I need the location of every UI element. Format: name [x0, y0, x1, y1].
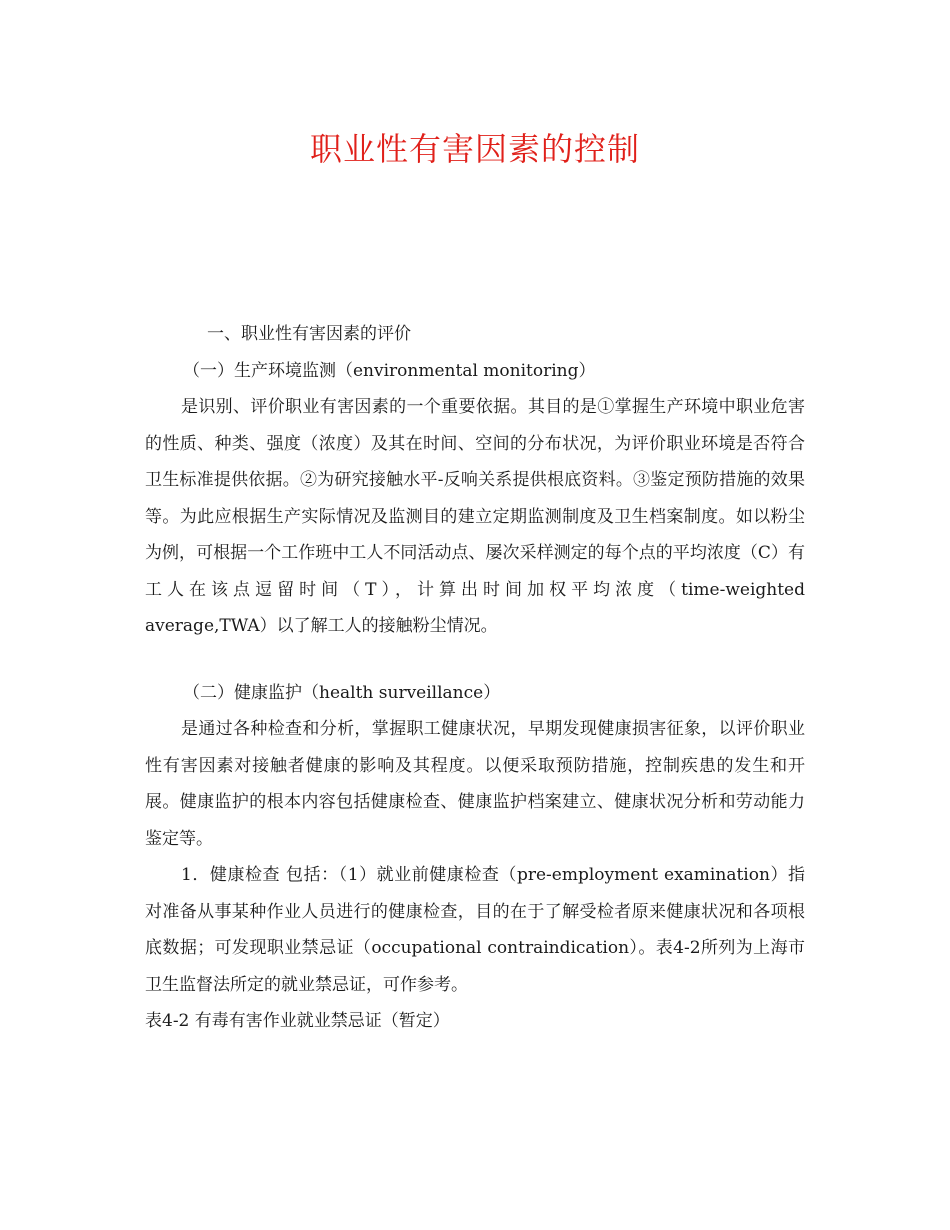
document-body	[145, 316, 805, 1040]
paragraph: 是通过各种检查和分析，掌握职工健康状况，早期发现健康损害征象，以评价职业性有害因素对接触者健康的影响及其程度。以便采取预防措施，控制疾患的发生和开展。健康监护的根本内容包括健康检查、健康监护档案建立、健康状况分析和劳动能力鉴定等。	[145, 719, 805, 849]
document-title: 职业性有害因素的控制	[309, 130, 640, 168]
table-caption: 表4-2 有毒有害作业就业禁忌证（暂定）	[145, 1011, 450, 1031]
subsection-heading: （一）生产环境监测（environmental monitoring）	[183, 360, 596, 381]
paragraph: 是识别、评价职业有害因素的一个重要依据。其目的是①掌握生产环境中职业危害的性质、种类、强度（浓度）及其在时间、空间的分布状况，为评价职业环境是否符合卫生标准提供依据。②为研究接触水平-反响关系提供根底资料。③鉴定预防措施的效果等。为此应根据生产实际情况及监测目的建立定期监测制度及卫生档案制度。如以粉尘为例，可根据一个工作班中工人不同活动点、屡次采样测定的每个点的平均浓度（C）有工人在该点逗留时间（T），计算出时间加权平均浓度（time-weighted average,TWA）以了解工人的接触粉尘情况。	[145, 397, 805, 636]
paragraph: 1．健康检查 包括：（1）就业前健康检查（pre-employment examination）指对准备从事某种作业人员进行的健康检查，目的在于了解受检者原来健康状况和各项根底数据；可发现职业禁忌证（occupational contraindication）。表4-2所列为上海市卫生监督法所定的就业禁忌证，可作参考。	[145, 865, 805, 995]
section-heading: 一、职业性有害因素的评价	[207, 324, 411, 344]
subsection-heading: （二）健康监护（health surveillance）	[183, 682, 501, 703]
paragraph-gap	[145, 645, 805, 675]
